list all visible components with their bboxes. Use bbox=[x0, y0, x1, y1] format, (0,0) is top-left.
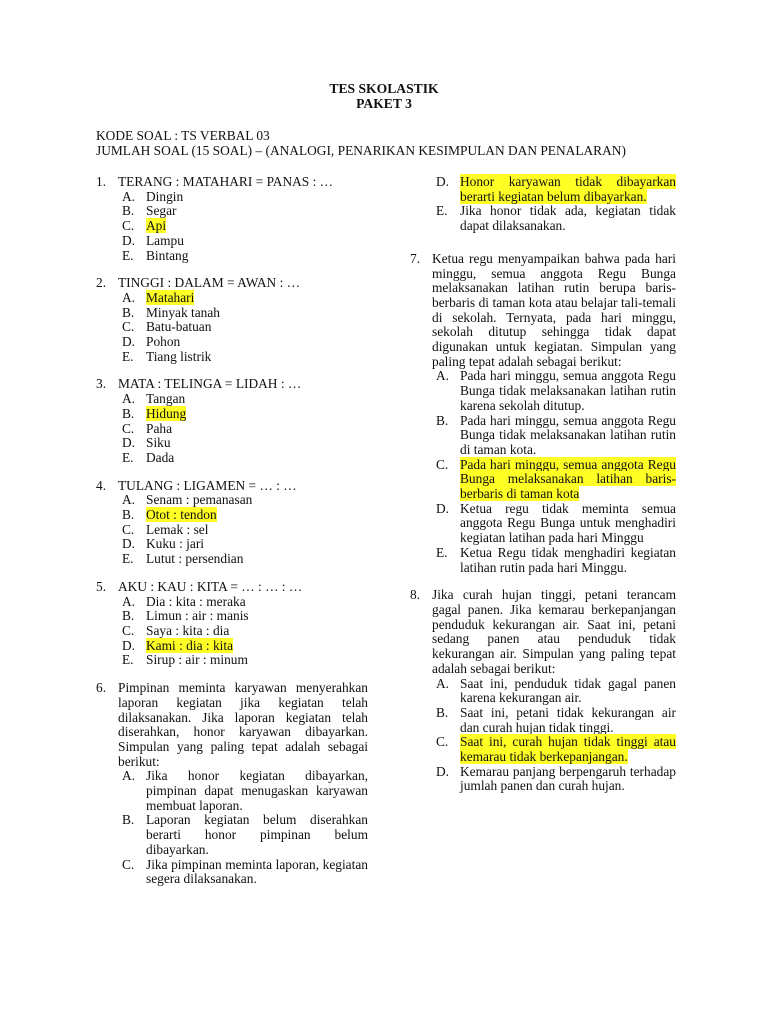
option-text: Limun : air : manis bbox=[146, 608, 249, 624]
option-letter: B. bbox=[436, 704, 449, 720]
option-list bbox=[122, 493, 368, 567]
option-text bbox=[146, 219, 368, 234]
option-letter: E. bbox=[436, 203, 448, 219]
answer-option bbox=[122, 422, 368, 437]
option-letter: A. bbox=[122, 188, 136, 204]
option-text bbox=[460, 735, 676, 764]
question-item bbox=[96, 175, 368, 263]
right-column bbox=[410, 175, 676, 807]
answer-option bbox=[122, 451, 368, 466]
option-text bbox=[460, 175, 676, 204]
option-letter: C. bbox=[122, 856, 135, 872]
option-text: Segar bbox=[146, 203, 177, 219]
question-number: 3. bbox=[96, 376, 107, 392]
question-6-continued bbox=[436, 175, 676, 234]
left-column bbox=[96, 175, 368, 900]
option-text: Senam : pemanasan bbox=[146, 492, 253, 508]
option-list bbox=[122, 291, 368, 365]
option-text: Kemarau panjang berpengaruh terhadap jumlah panen dan curah hujan. bbox=[460, 763, 676, 794]
option-text: Jika honor kegiatan dibayarkan, pimpinan dapat menugaskan karyawan membuat laporan. bbox=[146, 768, 368, 813]
question-item bbox=[96, 580, 368, 668]
answer-option bbox=[122, 653, 368, 668]
option-letter: C. bbox=[122, 521, 135, 537]
option-text: Jika pimpinan meminta laporan, kegiatan segera dilaksanakan. bbox=[146, 856, 368, 887]
answer-option bbox=[436, 546, 676, 575]
answer-option bbox=[122, 523, 368, 538]
option-text: Ketua regu tidak meminta semua anggota Regu Bunga untuk menghadiri kegiatan latihan pada hari Minggu bbox=[460, 500, 676, 546]
option-letter: C. bbox=[122, 622, 135, 638]
question-text: AKU : KAU : KITA = … : … : … bbox=[118, 578, 303, 594]
option-list bbox=[122, 595, 368, 669]
answer-option bbox=[122, 320, 368, 335]
question-stem bbox=[410, 588, 676, 676]
question-number: 5. bbox=[96, 578, 107, 594]
option-letter: C. bbox=[122, 319, 135, 335]
highlighted-answer: Saat ini, curah hujan tidak tinggi atau kemarau tidak berkepanjangan. bbox=[460, 734, 676, 765]
answer-option bbox=[122, 508, 368, 523]
question-number: 1. bbox=[96, 174, 107, 189]
option-letter: C. bbox=[436, 456, 449, 472]
question-item bbox=[410, 252, 676, 575]
answer-option bbox=[436, 765, 676, 794]
question-stem bbox=[96, 580, 368, 595]
option-letter: D. bbox=[122, 232, 136, 248]
option-text bbox=[460, 458, 676, 502]
option-text: Siku bbox=[146, 435, 171, 451]
answer-option bbox=[122, 335, 368, 350]
option-letter: A. bbox=[436, 368, 450, 384]
option-letter: E. bbox=[122, 652, 134, 668]
option-letter: C. bbox=[122, 420, 135, 436]
question-item bbox=[96, 377, 368, 465]
question-text: Pimpinan meminta karyawan menyerahkan laporan kegiatan jika kegiatan telah dilaksanakan. Jika laporan kegiatan telah diserahkan, honor karyawan dibayarkan. Simpulan yang paling tepat adalah sebagai berikut: bbox=[118, 680, 368, 769]
question-text: TINGGI : DALAM = AWAN : … bbox=[118, 275, 301, 291]
option-letter: D. bbox=[122, 536, 136, 552]
option-list bbox=[436, 369, 676, 575]
question-stem bbox=[96, 175, 368, 190]
option-letter: A. bbox=[122, 492, 136, 508]
option-letter: E. bbox=[122, 247, 134, 263]
option-text: Batu-batuan bbox=[146, 319, 212, 335]
option-text: Pada hari minggu, semua anggota Regu Bunga tidak melaksanakan latihan rutin di taman kota. bbox=[460, 412, 676, 457]
answer-option bbox=[122, 624, 368, 639]
answer-option bbox=[436, 369, 676, 413]
option-letter: A. bbox=[436, 675, 450, 691]
highlighted-answer: Otot : tendon bbox=[146, 507, 217, 523]
option-list bbox=[122, 190, 368, 264]
answer-option bbox=[122, 436, 368, 451]
kode-soal: KODE SOAL : TS VERBAL 03 bbox=[96, 128, 270, 143]
question-item bbox=[96, 681, 368, 887]
option-text: Pohon bbox=[146, 334, 181, 350]
option-list bbox=[122, 392, 368, 466]
answer-option bbox=[122, 407, 368, 422]
question-stem bbox=[410, 252, 676, 370]
option-letter: E. bbox=[436, 544, 448, 560]
option-letter: A. bbox=[122, 391, 136, 407]
option-letter: B. bbox=[122, 507, 135, 523]
highlighted-answer: Api bbox=[146, 218, 167, 234]
option-letter: C. bbox=[122, 218, 135, 234]
answer-option bbox=[436, 414, 676, 458]
option-letter: B. bbox=[122, 304, 135, 320]
answer-option bbox=[122, 609, 368, 624]
question-stem bbox=[96, 681, 368, 769]
option-letter: B. bbox=[122, 608, 135, 624]
answer-option bbox=[436, 706, 676, 735]
answer-option bbox=[122, 858, 368, 887]
question-text: TULANG : LIGAMEN = … : … bbox=[118, 477, 297, 493]
option-letter: E. bbox=[122, 449, 134, 465]
option-letter: A. bbox=[122, 768, 136, 784]
highlighted-answer: Pada hari minggu, semua anggota Regu Bunga melaksanakan latihan baris-berbaris di taman kota bbox=[460, 456, 676, 502]
option-text: Lutut : persendian bbox=[146, 551, 244, 567]
answer-option bbox=[122, 769, 368, 813]
option-letter: B. bbox=[436, 412, 449, 428]
option-letter: D. bbox=[436, 500, 450, 516]
answer-option bbox=[122, 595, 368, 610]
question-number: 7. bbox=[410, 250, 421, 266]
option-text: Laporan kegiatan belum diserahkan berarti honor pimpinan belum dibayarkan. bbox=[146, 812, 368, 857]
option-text: Jika honor tidak ada, kegiatan tidak dapat dilaksanakan. bbox=[460, 203, 676, 234]
question-stem bbox=[96, 479, 368, 494]
answer-option bbox=[122, 249, 368, 264]
page-subtitle: PAKET 3 bbox=[356, 96, 412, 111]
option-text: Tangan bbox=[146, 391, 186, 407]
answer-option bbox=[122, 234, 368, 249]
answer-option bbox=[122, 291, 368, 306]
option-text bbox=[146, 291, 368, 306]
option-text: Tiang listrik bbox=[146, 348, 212, 364]
option-text: Saat ini, penduduk tidak gagal panen karena kekurangan air. bbox=[460, 675, 676, 706]
option-text bbox=[146, 639, 368, 654]
jumlah-soal: JUMLAH SOAL (15 SOAL) – (ANALOGI, PENARIKAN KESIMPULAN DAN PENALARAN) bbox=[96, 143, 626, 158]
option-text: Paha bbox=[146, 420, 173, 436]
option-text: Saat ini, petani tidak kekurangan air dan curah hujan tidak tinggi. bbox=[460, 704, 676, 735]
option-text bbox=[146, 407, 368, 422]
highlighted-answer: Kami : dia : kita bbox=[146, 637, 234, 653]
option-letter: D. bbox=[436, 763, 450, 779]
option-letter: E. bbox=[122, 348, 134, 364]
option-text: Pada hari minggu, semua anggota Regu Bunga tidak melaksanakan latihan rutin karena sekolah ditutup. bbox=[460, 368, 676, 413]
question-number: 2. bbox=[96, 275, 107, 291]
answer-option bbox=[436, 735, 676, 764]
answer-option bbox=[436, 677, 676, 706]
question-text: TERANG : MATAHARI = PANAS : … bbox=[118, 174, 334, 189]
option-letter: D. bbox=[122, 435, 136, 451]
question-item bbox=[96, 276, 368, 364]
answer-option bbox=[122, 219, 368, 234]
question-item bbox=[410, 588, 676, 794]
answer-option bbox=[122, 350, 368, 365]
option-text: Dada bbox=[146, 449, 175, 465]
question-stem bbox=[96, 276, 368, 291]
option-letter: D. bbox=[122, 334, 136, 350]
option-list bbox=[122, 769, 368, 887]
answer-option bbox=[122, 552, 368, 567]
option-letter: E. bbox=[122, 551, 134, 567]
option-text: Lampu bbox=[146, 232, 184, 248]
page-title: TES SKOLASTIK bbox=[329, 81, 439, 96]
answer-option bbox=[122, 537, 368, 552]
highlighted-answer: Matahari bbox=[146, 289, 195, 305]
highlighted-answer: Honor karyawan tidak dibayarkan berarti kegiatan belum dibayarkan. bbox=[460, 174, 676, 204]
option-letter: D. bbox=[436, 174, 450, 189]
answer-option bbox=[436, 458, 676, 502]
answer-option bbox=[122, 813, 368, 857]
option-text: Dia : kita : meraka bbox=[146, 593, 246, 609]
question-number: 4. bbox=[96, 477, 107, 493]
option-letter: A. bbox=[122, 593, 136, 609]
option-list bbox=[436, 677, 676, 795]
option-text: Sirup : air : minum bbox=[146, 652, 248, 668]
option-text: Minyak tanah bbox=[146, 304, 221, 320]
option-text: Saya : kita : dia bbox=[146, 622, 230, 638]
answer-option bbox=[122, 306, 368, 321]
answer-option bbox=[122, 204, 368, 219]
option-text: Dingin bbox=[146, 188, 184, 204]
option-letter: B. bbox=[122, 812, 135, 828]
option-letter: B. bbox=[122, 203, 135, 219]
answer-option bbox=[122, 392, 368, 407]
question-stem bbox=[96, 377, 368, 392]
answer-option bbox=[436, 175, 676, 204]
answer-option bbox=[122, 639, 368, 654]
question-text: MATA : TELINGA = LIDAH : … bbox=[118, 376, 302, 392]
question-text: Ketua regu menyampaikan bahwa pada hari minggu, semua anggota Regu Bunga melaksanakan latihan rutin berupa baris-berbaris di taman kota atau belajar tali-temali di sekolah. Ternyata, pada hari minggu, sekolah ditutup sehingga tidak dapat digunakan untuk kegiatan. Simpulan yang paling tepat adalah sebagai berikut: bbox=[432, 250, 676, 369]
question-item bbox=[96, 479, 368, 567]
answer-option bbox=[436, 502, 676, 546]
option-text: Ketua Regu tidak menghadiri kegiatan latihan rutin pada hari Minggu. bbox=[460, 544, 676, 575]
question-text: Jika curah hujan tinggi, petani terancam gagal panen. Jika kemarau berkepanjangan penduduk kekurangan air. Saat ini, petani sedang panen atau penduduk tidak kekurangan air. Simpulan yang paling tepat adalah sebagai berikut: bbox=[432, 587, 676, 676]
answer-option bbox=[436, 204, 676, 233]
option-text bbox=[146, 508, 368, 523]
question-number: 8. bbox=[410, 587, 421, 603]
option-letter: B. bbox=[122, 405, 135, 421]
highlighted-answer: Hidung bbox=[146, 405, 187, 421]
option-letter: D. bbox=[122, 637, 136, 653]
question-number: 6. bbox=[96, 680, 107, 696]
option-text: Kuku : jari bbox=[146, 536, 205, 552]
option-letter: C. bbox=[436, 734, 449, 750]
option-text: Lemak : sel bbox=[146, 521, 209, 537]
option-text: Bintang bbox=[146, 247, 189, 263]
answer-option bbox=[122, 493, 368, 508]
answer-option bbox=[122, 190, 368, 205]
option-letter: A. bbox=[122, 289, 136, 305]
